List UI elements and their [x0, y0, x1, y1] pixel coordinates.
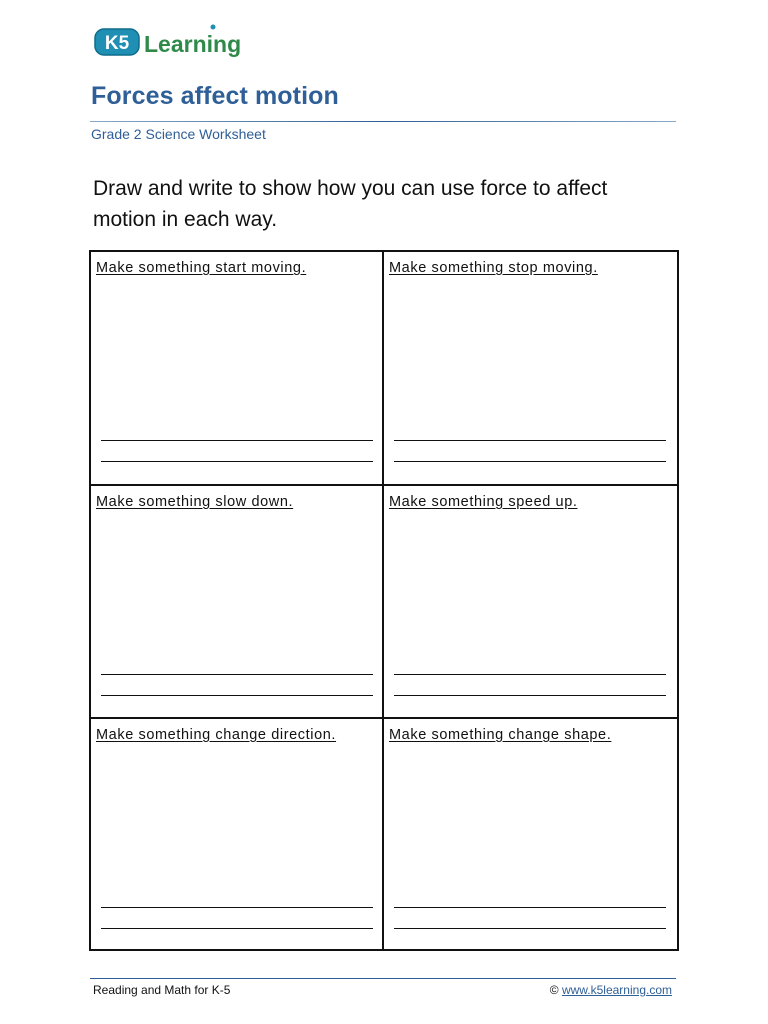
page-title: Forces affect motion: [91, 82, 339, 110]
activity-grid: [89, 250, 679, 951]
activity-cell-change-direction[interactable]: [91, 717, 384, 949]
activity-cell-slow-down[interactable]: [91, 484, 384, 717]
instructions: Draw and write to show how you can use force to affect motion in each way.: [93, 177, 608, 231]
writing-line: [394, 674, 666, 675]
writing-line: [101, 440, 373, 441]
footer-tagline: Reading and Math for K-5: [93, 983, 231, 997]
writing-line: [394, 907, 666, 908]
cell-label: Make something start moving.: [96, 260, 307, 276]
cell-label: Make something change shape.: [389, 727, 612, 743]
writing-line: [394, 928, 666, 929]
activity-cell-start-moving[interactable]: [91, 252, 384, 484]
activity-cell-stop-moving[interactable]: [384, 252, 677, 484]
k5-learning-logo: [94, 22, 259, 62]
footer-divider: [90, 978, 676, 979]
writing-line: [101, 461, 373, 462]
writing-line: [394, 440, 666, 441]
cell-label: Make something change direction.: [96, 727, 337, 743]
writing-line: [101, 907, 373, 908]
writing-line: [101, 674, 373, 675]
website-link[interactable]: www.k5learning.com: [561, 983, 672, 997]
writing-line: [394, 461, 666, 462]
cell-label: Make something slow down.: [96, 494, 294, 510]
footer-copyright: [550, 983, 672, 997]
worksheet-subtitle: Grade 2 Science Worksheet: [91, 126, 266, 142]
copyright-symbol: ©: [549, 983, 559, 997]
cell-label: Make something stop moving.: [389, 260, 598, 276]
svg-text:K5: K5: [104, 33, 130, 54]
writing-line: [101, 928, 373, 929]
header-divider: [90, 121, 676, 122]
writing-line: [101, 695, 373, 696]
cell-label: Make something speed up.: [389, 494, 578, 510]
svg-text:Learning: Learning: [144, 31, 242, 57]
activity-cell-change-shape[interactable]: [384, 717, 677, 949]
activity-cell-speed-up[interactable]: [384, 484, 677, 717]
writing-line: [394, 695, 666, 696]
